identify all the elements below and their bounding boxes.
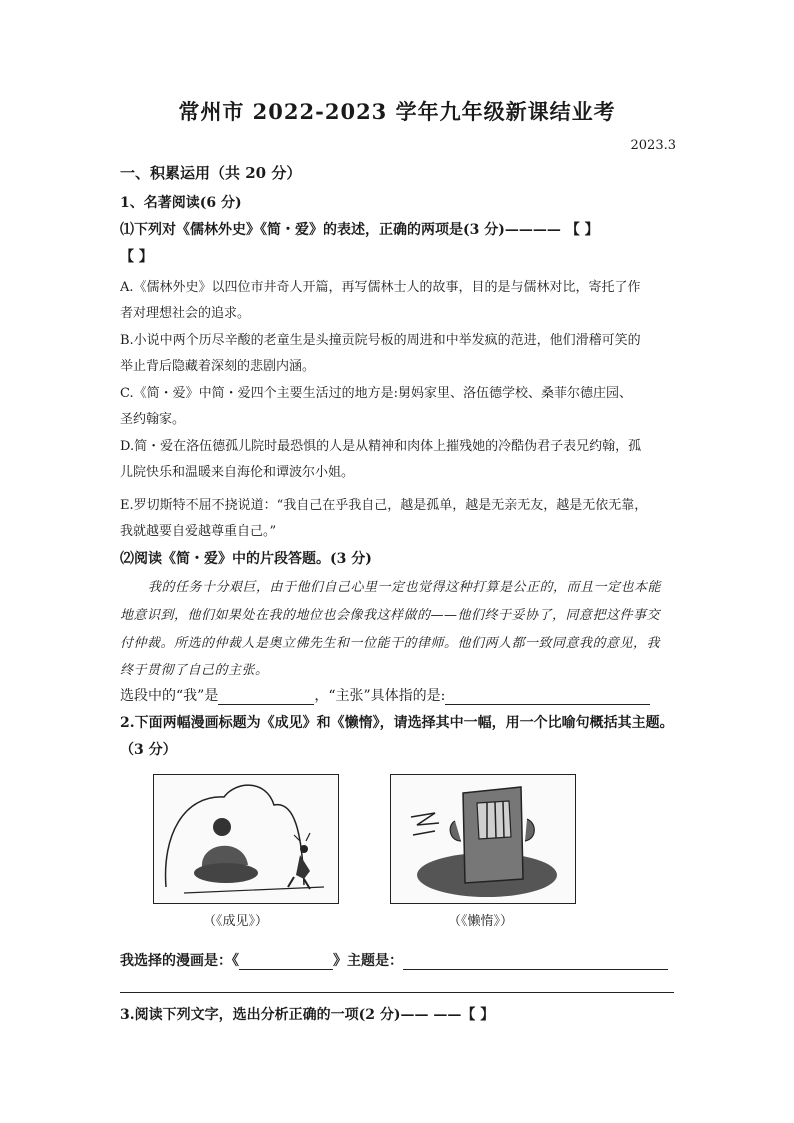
q2-points: （3 分）	[120, 742, 177, 758]
cartoon-prejudice-drawing	[154, 775, 338, 903]
passage-line-1: 我的任务十分艰巨，由于他们自己心里一定也觉得这种打算是公正的，而且一定也本能	[148, 580, 662, 595]
cartoon-laziness	[390, 774, 576, 904]
cartoon-prejudice	[153, 774, 339, 904]
q2-answer-blank-choice[interactable]	[239, 969, 333, 970]
q1-heading: 1、名著阅读(6 分)	[120, 195, 242, 211]
option-a-line1: A.《儒林外史》以四位市井奇人开篇，再写儒林士人的故事，目的是与儒林对比，寄托了作	[120, 280, 641, 295]
cartoon-laziness-caption: （《懒惰》）	[448, 914, 514, 929]
passage-line-3: 付仲裁。所选的仲裁人是奥立佛先生和一位能干的律师。他们两人都一致同意我的意见，我	[120, 636, 661, 651]
q2-answer-rule[interactable]	[120, 992, 674, 993]
q2-prompt: 2.下面两幅漫画标题为《成见》和《懒惰》，请选择其中一幅，用一个比喻句概括其主题。	[120, 715, 674, 731]
answer-label-claim: ，“主张”具体指的是:	[314, 688, 446, 704]
answer-blank-claim[interactable]	[445, 704, 650, 705]
cartoon-laziness-drawing	[391, 775, 575, 903]
q2-answer-blank-theme[interactable]	[403, 969, 668, 970]
q2-answer-label-theme: 》主题是：	[333, 953, 403, 969]
section-heading: 一、积累运用（共 20 分）	[120, 164, 302, 182]
q2-answer-label-choice: 我选择的漫画是：《	[120, 953, 239, 969]
answer-label-me: 选段中的“我”是	[120, 688, 219, 704]
passage-line-2: 地意识到，他们如果处在我的地位也会像我这样做的——他们终于妥协了，同意把这件事交	[120, 608, 661, 623]
option-d-line2: 儿院快乐和温暖来自海伦和谭波尔小姐。	[120, 465, 355, 480]
q1-answer-line	[120, 685, 650, 705]
q3-prompt: 3.阅读下列文字，选出分析正确的一项(2 分)—— ——【 】	[120, 1007, 495, 1023]
q1-answer-bracket: 【 】	[120, 249, 153, 265]
option-c-line1: C.《简・爱》中简・爱四个主要生活过的地方是:舅妈家里、洛伍德学校、桑菲尔德庄园、	[120, 386, 632, 401]
passage-line-4: 终于贯彻了自己的主张。	[120, 663, 269, 678]
option-a-line2: 者对理想社会的追求。	[120, 306, 251, 321]
option-b-line1: B.小说中两个历尽辛酸的老童生是头撞贡院号板的周进和中举发疯的范进，他们滑稽可笑的	[120, 333, 641, 348]
q1-part1-prompt: ⑴下列对《儒林外史》《简・爱》的表述，正确的两项是(3 分)———— 【 】	[120, 222, 599, 238]
q2-answer-line	[120, 950, 668, 970]
option-e-line1: E.罗切斯特不屈不挠说道：“我自己在乎我自己，越是孤单，越是无亲无友，越是无依无靠，	[120, 498, 648, 513]
q1-part2-prompt: ⑵阅读《简・爱》中的片段答题。(3 分)	[120, 551, 372, 567]
option-b-line2: 举止背后隐藏着深刻的悲剧内涵。	[120, 359, 316, 374]
option-e-line2: 我就越要自爱越尊重自己。”	[120, 524, 277, 539]
cartoon-prejudice-caption: （《成见》）	[203, 914, 269, 929]
exam-date: 2023.3	[630, 138, 676, 153]
option-d-line1: D.简・爱在洛伍德孤儿院时最恐惧的人是从精神和肉体上摧残她的冷酷伪君子表兄约翰，孤	[120, 439, 642, 454]
answer-blank-me[interactable]	[218, 704, 314, 705]
option-c-line2: 圣约翰家。	[120, 412, 186, 427]
page-title: 常州市 2022-2023 学年九年级新课结业考	[178, 99, 616, 124]
